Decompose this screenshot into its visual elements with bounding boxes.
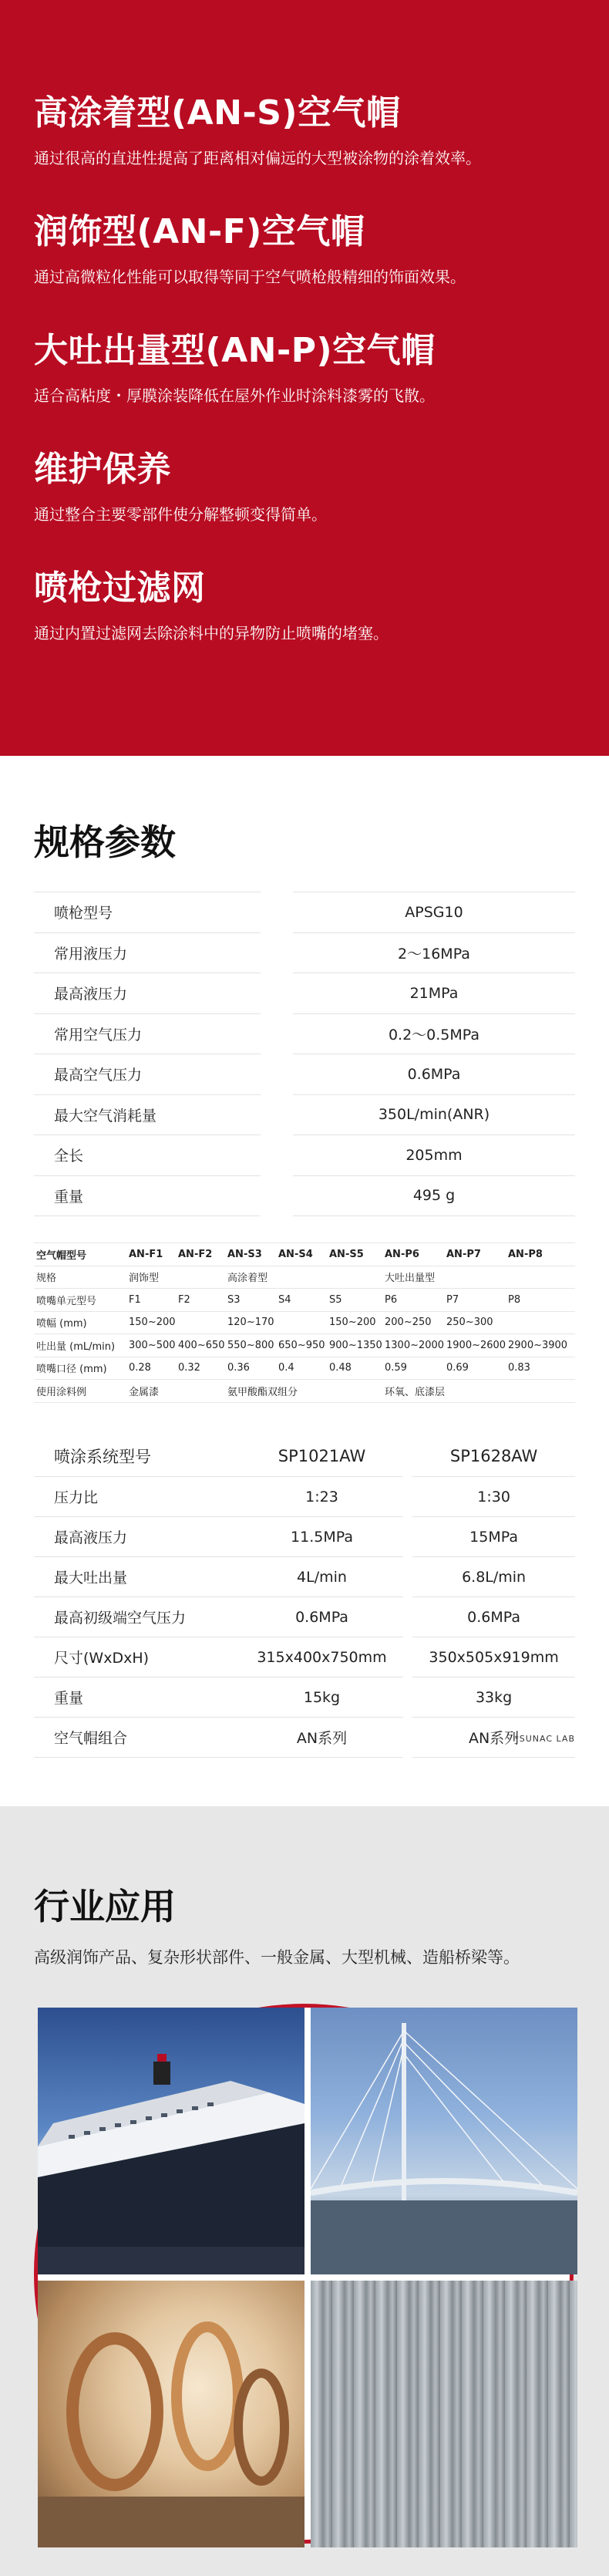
cap-cell: 环氧、底漆层 — [382, 1380, 444, 1403]
brand-label: *SUNAC LAB — [514, 1734, 575, 1744]
table-row — [34, 1289, 575, 1312]
spec-value: 205mm — [293, 1135, 575, 1176]
cap-cell: 0.36 — [225, 1357, 276, 1380]
table-row — [34, 1597, 575, 1637]
spec-value: 21MPa — [293, 973, 575, 1014]
cap-cell — [444, 1266, 506, 1289]
spec-key: 喷枪型号 — [34, 892, 261, 933]
table-row — [34, 1054, 575, 1095]
cap-cell: 150~200 — [327, 1311, 382, 1334]
cap-cell: AN-S5 — [327, 1243, 382, 1266]
spec-key: 重量 — [34, 1175, 261, 1216]
spec-value: 2～16MPa — [293, 932, 575, 973]
feature-desc: 适合高粘度・厚膜涂装降低在屋外作业时涂料漆雾的飞散。 — [34, 386, 435, 405]
cap-cell: 650~950 — [276, 1334, 327, 1357]
spec-value: 11.5MPa — [241, 1517, 403, 1557]
feature-title: 润饰型(AN-F)空气帽 — [34, 212, 365, 251]
cap-cell: S3 — [225, 1289, 276, 1312]
table-row — [34, 1135, 575, 1176]
cap-row-key: 使用涂料例 — [34, 1380, 126, 1403]
air-cap-table — [34, 1242, 575, 1403]
cap-row-key: 规格 — [34, 1266, 126, 1289]
table-row — [34, 1357, 575, 1380]
cap-cell — [444, 1380, 506, 1403]
spec-value: AN系列 — [241, 1718, 403, 1758]
table-row — [34, 1437, 575, 1477]
metal-rings-image — [38, 2281, 304, 2547]
feature-an-s — [34, 91, 575, 170]
cap-cell: P8 — [506, 1289, 575, 1312]
corrugated-metal-image — [311, 2281, 577, 2547]
spec-value: SP1021AW — [241, 1437, 403, 1477]
table-row — [34, 1094, 575, 1135]
cap-cell: 0.83 — [506, 1357, 575, 1380]
industry-image-collage — [34, 2004, 574, 2544]
spec-value: 33kg — [412, 1677, 575, 1718]
spec-value: 315x400x750mm — [241, 1637, 403, 1677]
table-row — [34, 1477, 575, 1517]
cap-row-key: 空气帽型号 — [34, 1243, 126, 1266]
table-row — [34, 1557, 575, 1597]
table-row — [34, 1175, 575, 1216]
cap-cell: F1 — [126, 1289, 176, 1312]
cap-cell: AN-S4 — [276, 1243, 327, 1266]
spec-value: 6.8L/min — [412, 1557, 575, 1597]
spec-key: 压力比 — [34, 1477, 241, 1517]
spec-value: 350L/min(ANR) — [293, 1094, 575, 1135]
spec-key: 喷涂系统型号 — [34, 1437, 241, 1477]
spec-key: 空气帽组合 — [34, 1718, 241, 1758]
feature-an-f — [34, 210, 575, 288]
feature-an-p — [34, 329, 575, 407]
table-row — [34, 1311, 575, 1334]
spec-value: 15kg — [241, 1677, 403, 1718]
cap-cell: P7 — [444, 1289, 506, 1312]
cap-cell: 氨甲酸酯双组分 — [225, 1380, 276, 1403]
spec-key: 最大空气消耗量 — [34, 1094, 261, 1135]
cap-cell: S5 — [327, 1289, 382, 1312]
cap-cell: 0.4 — [276, 1357, 327, 1380]
features-section — [0, 0, 609, 756]
system-spec-table — [34, 1437, 575, 1758]
cap-cell: 400~650 — [176, 1334, 225, 1357]
table-row — [34, 1637, 575, 1677]
feature-title: 大吐出量型(AN-P)空气帽 — [34, 331, 436, 370]
cap-cell: 0.32 — [176, 1357, 225, 1380]
cap-cell: 0.59 — [382, 1357, 444, 1380]
cap-row-key: 喷嘴单元型号 — [34, 1289, 126, 1312]
table-row — [34, 1380, 575, 1403]
cap-cell: 0.48 — [327, 1357, 382, 1380]
cap-cell: 0.28 — [126, 1357, 176, 1380]
cap-cell: 0.69 — [444, 1357, 506, 1380]
cap-cell: AN-S3 — [225, 1243, 276, 1266]
cap-row-key: 喷幅 (mm) — [34, 1311, 126, 1334]
feature-title: 高涂着型(AN-S)空气帽 — [34, 93, 401, 133]
spec-value: 1:30 — [412, 1477, 575, 1517]
feature-desc: 通过整合主要零部件使分解整顿变得简单。 — [34, 505, 327, 524]
feature-desc: 通过很高的直进性提高了距离相对偏远的大型被涂物的涂着效率。 — [34, 149, 481, 167]
spec-value: 0.6MPa — [293, 1054, 575, 1095]
specs-section — [0, 756, 609, 1806]
spec-value: 1:23 — [241, 1477, 403, 1517]
spec-value: AN系列 — [412, 1718, 575, 1758]
feature-filter — [34, 566, 575, 645]
cap-cell: AN-F1 — [126, 1243, 176, 1266]
cap-cell: 高涂着型 — [225, 1266, 276, 1289]
spec-value: APSG10 — [293, 892, 575, 933]
cap-cell: F2 — [176, 1289, 225, 1312]
spec-value: 4L/min — [241, 1557, 403, 1597]
industry-section — [0, 1806, 609, 2576]
cap-cell — [506, 1311, 575, 1334]
spec-value: 0.6MPa — [241, 1597, 403, 1637]
table-row — [34, 932, 575, 973]
cap-cell — [506, 1266, 575, 1289]
cap-cell: 2900~3900 — [506, 1334, 575, 1357]
feature-title: 维护保养 — [34, 450, 171, 489]
cap-cell: AN-P6 — [382, 1243, 444, 1266]
cap-cell: P6 — [382, 1289, 444, 1312]
cap-cell — [327, 1266, 382, 1289]
table-row — [34, 1334, 575, 1357]
spec-key: 最高空气压力 — [34, 1054, 261, 1095]
spec-key: 最高液压力 — [34, 1517, 241, 1557]
cap-cell — [276, 1266, 327, 1289]
cap-cell: 润饰型 — [126, 1266, 176, 1289]
specs-title: 规格参数 — [34, 821, 176, 863]
spec-key: 常用液压力 — [34, 932, 261, 973]
spec-key: 最高液压力 — [34, 973, 261, 1014]
cap-cell: 300~500 — [126, 1334, 176, 1357]
cap-cell — [176, 1380, 225, 1403]
cap-cell — [176, 1311, 225, 1334]
table-row — [34, 1718, 575, 1758]
cap-cell: 250~300 — [444, 1311, 506, 1334]
cap-cell: 150~200 — [126, 1311, 176, 1334]
table-row — [34, 1517, 575, 1557]
cap-cell: 大吐出量型 — [382, 1266, 444, 1289]
spec-key: 全长 — [34, 1135, 261, 1176]
cap-cell: AN-P8 — [506, 1243, 575, 1266]
feature-desc: 通过高微粒化性能可以取得等同于空气喷枪般精细的饰面效果。 — [34, 268, 466, 286]
cap-cell — [276, 1311, 327, 1334]
feature-desc: 通过内置过滤网去除涂料中的异物防止喷嘴的堵塞。 — [34, 624, 389, 642]
gun-spec-table — [34, 892, 575, 1216]
cap-cell: S4 — [276, 1289, 327, 1312]
industry-desc: 高级润饰产品、复杂形状部件、一般金属、大型机械、造船桥梁等。 — [34, 1948, 520, 1967]
table-row — [34, 892, 575, 933]
table-row — [34, 1013, 575, 1054]
table-row — [34, 1243, 575, 1266]
spec-key: 最高初级端空气压力 — [34, 1597, 241, 1637]
bridge-image — [311, 2008, 577, 2274]
feature-title: 喷枪过滤网 — [34, 568, 206, 608]
spec-value: 0.6MPa — [412, 1597, 575, 1637]
spec-value: 15MPa — [412, 1517, 575, 1557]
cap-cell: 1300~2000 — [382, 1334, 444, 1357]
feature-maintenance — [34, 447, 575, 526]
cap-row-key: 喷嘴口径 (mm) — [34, 1357, 126, 1380]
table-row — [34, 973, 575, 1014]
cap-cell: 550~800 — [225, 1334, 276, 1357]
table-row — [34, 1266, 575, 1289]
cap-cell: 1900~2600 — [444, 1334, 506, 1357]
cap-cell: 120~170 — [225, 1311, 276, 1334]
ship-image — [38, 2008, 304, 2274]
cap-cell: 金属漆 — [126, 1380, 176, 1403]
spec-key: 尺寸(WxDxH) — [34, 1637, 241, 1677]
cap-row-key: 吐出量 (mL/min) — [34, 1334, 126, 1357]
cap-cell: AN-F2 — [176, 1243, 225, 1266]
spec-key: 常用空气压力 — [34, 1013, 261, 1054]
cap-cell — [327, 1380, 382, 1403]
cap-cell: AN-P7 — [444, 1243, 506, 1266]
cap-cell: 900~1350 — [327, 1334, 382, 1357]
spec-key: 最大吐出量 — [34, 1557, 241, 1597]
table-row — [34, 1677, 575, 1718]
spec-value: 0.2～0.5MPa — [293, 1013, 575, 1054]
industry-title: 行业应用 — [34, 1886, 176, 1927]
spec-value: 350x505x919mm — [412, 1637, 575, 1677]
cap-cell — [176, 1266, 225, 1289]
cap-cell — [506, 1380, 575, 1403]
cap-cell: 200~250 — [382, 1311, 444, 1334]
spec-key: 重量 — [34, 1677, 241, 1718]
spec-value: SP1628AW — [412, 1437, 575, 1477]
spec-value: 495 g — [293, 1175, 575, 1216]
